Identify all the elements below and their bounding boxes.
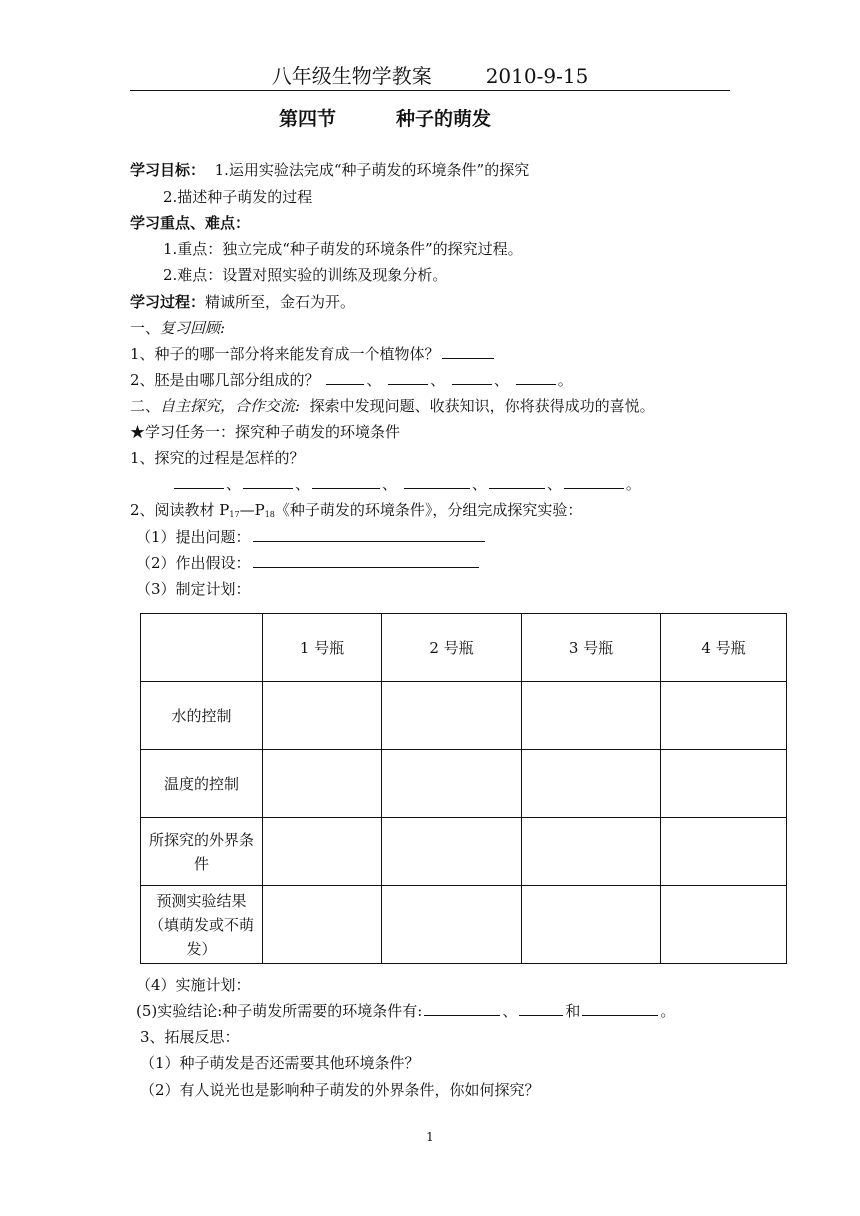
row-label: 温度的控制 xyxy=(141,750,263,818)
separator: 、 xyxy=(430,371,446,389)
section-name: 种子的萌发 xyxy=(396,108,492,130)
row-label: 所探究的外界条件 xyxy=(141,818,263,886)
process-label: 学习过程： xyxy=(130,293,206,311)
section-title xyxy=(0,104,770,131)
answer-blank[interactable] xyxy=(442,344,494,359)
step-5 xyxy=(136,1001,675,1021)
conjunction: 和 xyxy=(565,1002,581,1020)
reflect-question-2: （2）有人说光也是影响种子萌发的外界条件，你如何探究？ xyxy=(140,1081,540,1099)
separator: 、 xyxy=(502,1002,518,1020)
q2-mid: —P xyxy=(239,501,265,519)
explore-question-2 xyxy=(130,500,582,525)
period: 。 xyxy=(557,371,573,389)
answer-blank[interactable] xyxy=(424,1001,500,1016)
page-subscript: 17 xyxy=(229,510,240,519)
separator: 、 xyxy=(546,475,562,493)
table-cell[interactable] xyxy=(382,682,522,750)
table-header-row xyxy=(141,614,787,682)
table-cell[interactable] xyxy=(522,750,661,818)
q2-prefix: 2、阅读教材 P xyxy=(130,501,230,519)
header-rule xyxy=(130,90,730,91)
table-header-cell: 4 号瓶 xyxy=(661,614,787,682)
review-q2-text: 2、胚是由哪几部分组成的？ xyxy=(130,371,320,389)
goal-item-1: 1.运用实验法完成“种子萌发的环境条件”的探究 xyxy=(214,161,530,179)
answer-blank[interactable] xyxy=(253,553,479,568)
table-cell[interactable] xyxy=(382,750,522,818)
answer-blank[interactable] xyxy=(312,474,380,489)
reflect-heading: 3、拓展反思： xyxy=(140,1028,240,1046)
table-cell[interactable] xyxy=(263,750,382,818)
explore-heading-number: 二、 xyxy=(130,397,161,415)
step-2-label: （2）作出假设： xyxy=(136,554,251,572)
separator: 、 xyxy=(471,475,487,493)
page-header xyxy=(0,60,860,89)
review-question-2 xyxy=(130,370,573,390)
table-cell[interactable] xyxy=(522,682,661,750)
answer-blank[interactable] xyxy=(516,370,556,385)
table-cell[interactable] xyxy=(263,682,382,750)
row-label: 预测实验结果（填萌发或不萌发） xyxy=(141,886,263,964)
table-cell[interactable] xyxy=(522,818,661,886)
reflect-question-1: （1）种子萌发是否还需要其他环境条件？ xyxy=(140,1054,420,1072)
table-cell[interactable] xyxy=(263,886,382,964)
table-cell[interactable] xyxy=(661,886,787,964)
period: 。 xyxy=(660,1002,676,1020)
answer-blank[interactable] xyxy=(253,527,485,542)
step-1 xyxy=(136,527,487,547)
table-header-cell: 2 号瓶 xyxy=(382,614,522,682)
separator: 、 xyxy=(382,475,398,493)
table-cell[interactable] xyxy=(382,886,522,964)
review-heading-number: 一、 xyxy=(130,319,161,337)
separator: 、 xyxy=(295,475,311,493)
table-cell[interactable] xyxy=(661,750,787,818)
review-heading-text: 复习回顾: xyxy=(160,319,226,337)
answer-blank[interactable] xyxy=(388,370,428,385)
answer-blank[interactable] xyxy=(452,370,492,385)
step-1-label: （1）提出问题： xyxy=(136,528,251,546)
review-q1-text: 1、种子的哪一部分将来能发育成一个植物体？ xyxy=(130,345,440,363)
answer-blank[interactable] xyxy=(174,474,224,489)
explore-heading-text: 自主探究，合作交流: xyxy=(160,397,301,415)
explore-question-1: 1、探究的过程是怎样的？ xyxy=(130,449,305,467)
explore-intro: 探索中发现问题、收获知识，你将获得成功的喜悦。 xyxy=(309,397,655,415)
section-number: 第四节 xyxy=(278,108,336,130)
goals-label: 学习目标： xyxy=(130,161,206,179)
q2-suffix: 《种子萌发的环境条件》，分组完成探究实验： xyxy=(274,501,583,519)
header-date: 2010-9-15 xyxy=(485,64,589,88)
goal-item-2: 2.描述种子萌发的过程 xyxy=(163,188,313,206)
table-cell[interactable] xyxy=(661,682,787,750)
explore-heading xyxy=(130,396,655,416)
table-cell[interactable] xyxy=(522,886,661,964)
review-heading xyxy=(130,318,225,338)
period: 。 xyxy=(625,475,641,493)
answer-blank[interactable] xyxy=(564,474,624,489)
table-header-cell: 3 号瓶 xyxy=(522,614,661,682)
header-title: 八年级生物学教案 xyxy=(271,64,432,88)
separator: 、 xyxy=(226,475,242,493)
step-3: （3）制定计划： xyxy=(136,580,251,598)
row-label: 水的控制 xyxy=(141,682,263,750)
step-5-label: (5)实验结论:种子萌发所需要的环境条件有: xyxy=(136,1002,423,1020)
table-header-cell xyxy=(141,614,263,682)
key-points-label: 学习重点、难点： xyxy=(130,214,251,232)
step-4: （4）实施计划： xyxy=(136,976,251,994)
table-row xyxy=(141,818,787,886)
process-motto: 精诚所至，金石为开。 xyxy=(205,293,356,311)
key-point-2: 2.难点：设置对照实验的训练及现象分析。 xyxy=(163,266,448,284)
table-header-cell: 1 号瓶 xyxy=(263,614,382,682)
separator: 、 xyxy=(493,371,509,389)
answer-blank[interactable] xyxy=(404,474,470,489)
key-point-1: 1.重点：独立完成“种子萌发的环境条件”的探究过程。 xyxy=(163,240,523,258)
table-row xyxy=(141,750,787,818)
table-row xyxy=(141,886,787,964)
answer-blank[interactable] xyxy=(582,1001,658,1016)
table-cell[interactable] xyxy=(382,818,522,886)
goals-line-1 xyxy=(130,160,529,180)
table-row xyxy=(141,682,787,750)
answer-blank[interactable] xyxy=(326,370,364,385)
table-cell[interactable] xyxy=(661,818,787,886)
page-subscript: 18 xyxy=(264,510,275,519)
review-question-1 xyxy=(130,344,496,364)
table-cell[interactable] xyxy=(263,818,382,886)
separator: 、 xyxy=(366,371,382,389)
page-number: 1 xyxy=(426,1130,434,1144)
experiment-plan-table xyxy=(140,613,787,964)
process-blanks xyxy=(172,474,641,494)
step-2 xyxy=(136,553,481,573)
task-1: ★学习任务一：探究种子萌发的环境条件 xyxy=(130,423,401,441)
answer-blank[interactable] xyxy=(489,474,545,489)
process-line xyxy=(130,292,355,312)
answer-blank[interactable] xyxy=(519,1001,563,1016)
answer-blank[interactable] xyxy=(243,474,293,489)
